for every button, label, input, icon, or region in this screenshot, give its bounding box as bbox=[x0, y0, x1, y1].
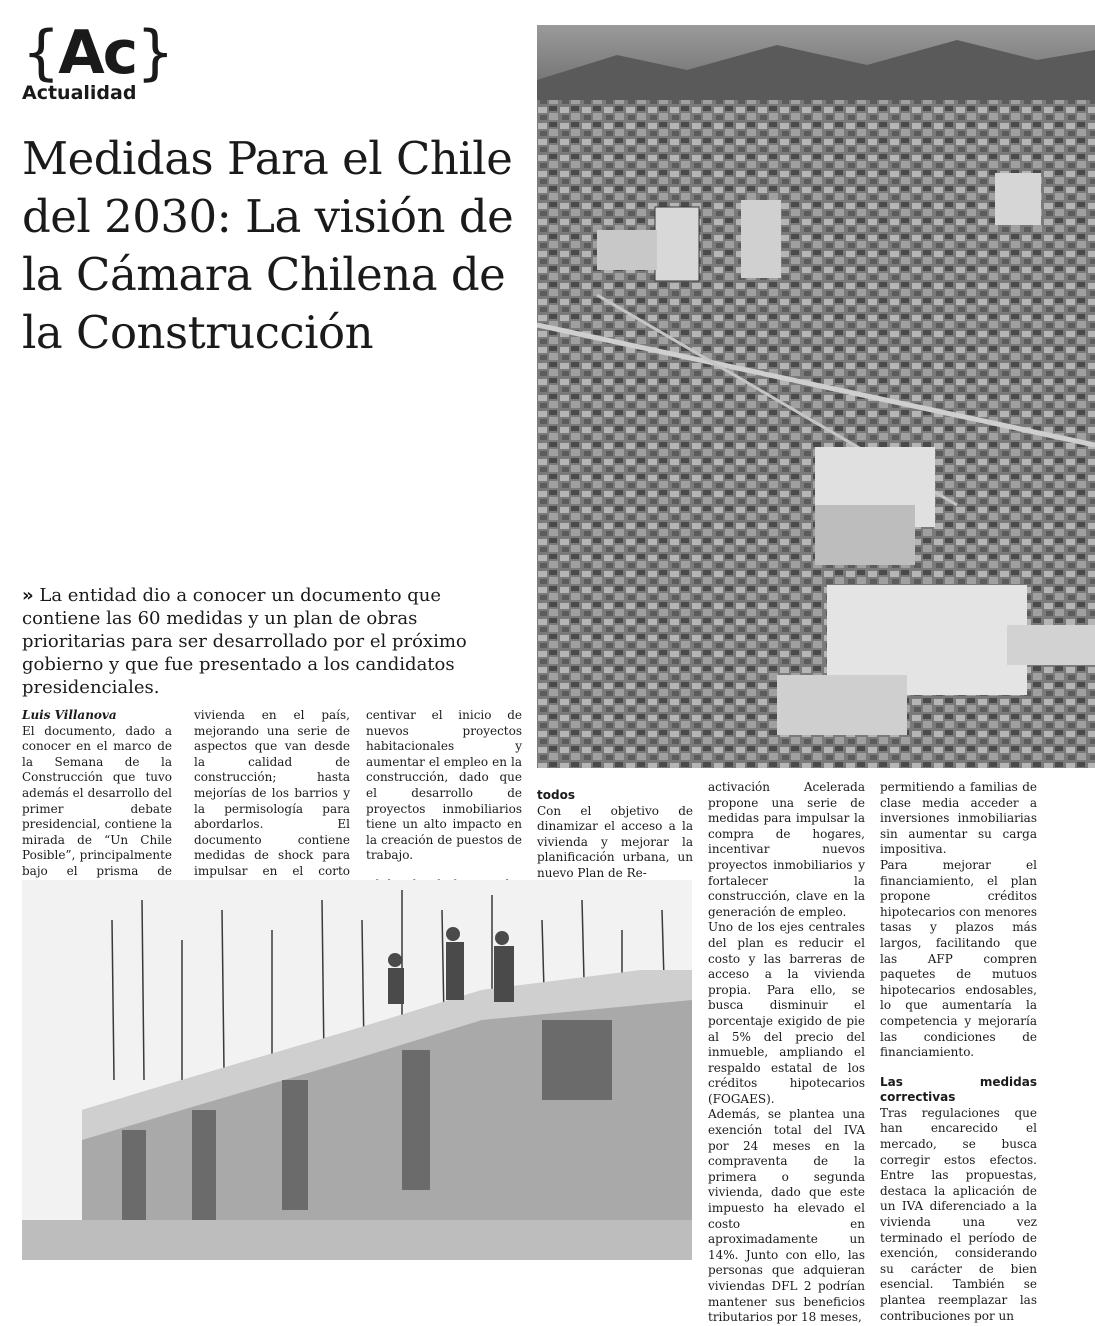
logo-letters: Ac bbox=[58, 18, 137, 88]
column-4-text: Con el objetivo de dinamizar el acceso a la vivienda y mejorar la planificación urbana, un nuevo Plan de Re- bbox=[537, 803, 693, 880]
subheading-todos: todos bbox=[537, 788, 575, 802]
column-6-paragraph-1: permitiendo a familias de clase media acceder a inversiones inmobiliarias sin aumentar su carga impositiva. bbox=[880, 780, 1037, 857]
construction-site-photo bbox=[22, 880, 692, 1260]
construction-site-image bbox=[22, 880, 692, 1260]
article-column-3 bbox=[366, 708, 522, 894]
logo-open-brace: { bbox=[22, 18, 59, 88]
column-2-text: vivienda en el país, mejorando una serie de aspectos que van desde la calidad de construcción; hasta mejorías de los barrios y la permisología para abordarlos. El documento contiene medidas de shock para impulsar en el corto bbox=[194, 708, 350, 878]
logo-mark bbox=[22, 18, 182, 88]
article-column-5 bbox=[708, 780, 865, 1326]
section-name: Actualidad bbox=[22, 82, 137, 104]
section-logo bbox=[22, 18, 182, 112]
article-headline: Medidas Para el Chile del 2030: La visión de la Cámara Chilena de la Construcción bbox=[22, 132, 514, 359]
byline: Luis Villanova bbox=[22, 708, 117, 722]
lede-marker: » bbox=[22, 585, 34, 606]
column-5-paragraph-3: Además, se plantea una exención total del IVA por 24 meses en la compraventa de la primera o segunda vivienda, dado que este impuesto ha elevado el costo en aproximadamente un 14%. Junto con ello, las personas que adquieran viviendas DFL 2 podrían mantener sus beneficios tributarios por 18 meses, bbox=[708, 1107, 865, 1325]
column-6-paragraph-3: Tras regulaciones que han encarecido el mercado, se busca corregir estos efectos. Entre las propuestas, destaca la aplicación de un IVA diferenciado a la vivienda una vez terminado el período de exención, considerando su carácter de bien esencial. También se plantea reemplazar las contribuciones por un bbox=[880, 1105, 1037, 1323]
lede-text: La entidad dio a conocer un documento que contiene las 60 medidas y un plan de obras prioritarias para ser desarrollado por el próximo gobierno y que fue presentado a los candidatos presidenciales. bbox=[22, 585, 467, 698]
article-column-6 bbox=[880, 780, 1037, 1324]
city-aerial-photo bbox=[537, 25, 1095, 768]
logo-close-brace: } bbox=[136, 18, 173, 88]
column-5-paragraph-1: activación Acelerada propone una serie de medidas para impulsar la compra de hogares, incentivar nuevos proyectos inmobiliarios y fortalecer la construcción, clave en la generación de empleo. bbox=[708, 780, 865, 919]
subheading-medidas-correctivas: Las medidas correctivas bbox=[880, 1074, 1037, 1105]
article-column-1 bbox=[22, 708, 172, 895]
article-lede bbox=[22, 584, 522, 699]
city-aerial-image bbox=[537, 25, 1095, 768]
column-3-text: centivar el inicio de nuevos proyectos habitacionales y aumentar el empleo en la construcción, dado que el desarrollo de proyectos inmobiliarios tiene un alto impacto en la creación de puestos de trabajo. bbox=[366, 708, 522, 863]
column-6-paragraph-2: Para mejorar el financiamiento, el plan propone créditos hipotecarios con menores tasas y plazos más largos, facilitando que las AFP compren paquetes de mutuos hipotecarios endosables, lo que aumentaría la competencia y mejoraría las condiciones de financiamiento. bbox=[880, 857, 1037, 1060]
article-column-4 bbox=[537, 788, 693, 882]
column-1-text: El documento, dado a conocer en el marco de la Semana de la Construcción que tuvo además el desarrollo del primer debate presidencial, contiene la mirada de “Un Chile Posible”, principalmente bajo el prisma de bbox=[22, 723, 172, 878]
column-5-paragraph-2: Uno de los ejes centrales del plan es reducir el costo y las barreras de acceso a la vivienda propia. Para ello, se busca disminuir el porcentaje exigido de pie al 5% del precio del inmueble, ampliando el respaldo estatal de los créditos hipotecarios (FOGAES). bbox=[708, 920, 865, 1106]
